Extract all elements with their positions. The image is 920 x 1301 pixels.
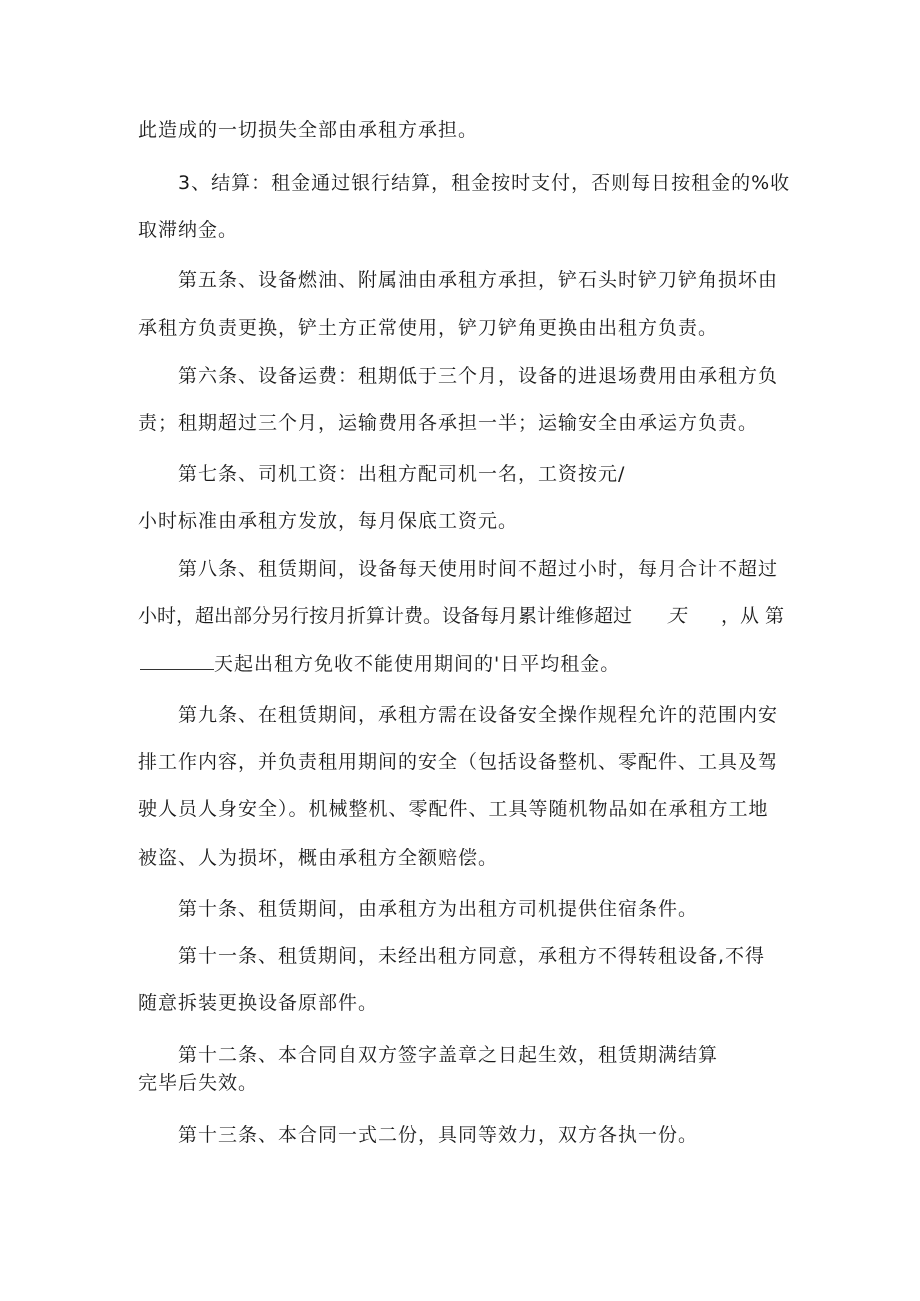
- article-5-line-2: 承租方负责更换，铲土方正常使用，铲刀铲角更换由出租方负责。: [138, 317, 719, 339]
- article-7-line-1: 第七条、司机工资：出租方配司机一名，工资按元/: [178, 463, 626, 485]
- settlement-line-1: 3、结算：租金通过银行结算，租金按时支付，否则每日按租金的%收: [178, 172, 791, 194]
- article-8-line-2-text: 小时，超出部分另行按月折算计费。设备每月累计维修超过: [138, 605, 633, 627]
- article-11-line-2: 随意拆装更换设备原部件。: [138, 992, 379, 1014]
- settlement-line-2: 取滞纳金。: [138, 219, 239, 241]
- article-9-line-3: 驶人员人身安全）。机械整机、零配件、工具等随机物品如在承租方工地: [138, 798, 769, 820]
- article-8-line-3-text: 天起出租方免收不能使用期间的'日平均租金。: [214, 653, 621, 675]
- liability-line-1: 此造成的一切损失全部由承租方承担。: [138, 119, 479, 141]
- article-8-line-2-tail: ，从 第: [720, 605, 784, 627]
- article-8-line-1: 第八条、租赁期间，设备每天使用时间不超过小时，每月合计不超过: [178, 558, 779, 580]
- article-8-days-unit: 天: [666, 605, 686, 627]
- article-6-line-2: 责；租期超过三个月，运输费用各承担一半；运输安全由承运方负责。: [138, 412, 759, 434]
- article-6-line-1: 第六条、设备运费：租期低于三个月，设备的进退场费用由承租方负: [178, 365, 779, 387]
- article-10-line-1: 第十条、租赁期间，由承租方为出租方司机提供住宿条件。: [178, 898, 699, 920]
- article-9-line-4: 被盗、人为损坏，概由承租方全额赔偿。: [138, 847, 499, 869]
- article-12-line-1: 第十二条、本合同自双方签字盖章之日起生效，租赁期满结算: [178, 1044, 719, 1066]
- article-9-line-2: 排工作内容，并负责租用期间的安全（包括设备整机、零配件、工具及驾: [138, 751, 779, 773]
- article-11-line-1: 第十一条、租赁期间，未经出租方同意，承租方不得转租设备,不得: [178, 945, 766, 967]
- article-9-line-1: 第九条、在租赁期间，承租方需在设备安全操作规程允许的范围内安: [178, 704, 779, 726]
- article-12-line-2: 完毕后失效。: [138, 1072, 259, 1094]
- article-8-line-2: [138, 604, 784, 628]
- article-7-line-2: 小时标准由承租方发放，每月保底工资元。: [138, 510, 519, 532]
- blank-field: [140, 653, 214, 670]
- article-5-line-1: 第五条、设备燃油、附属油由承租方承担，铲石头时铲刀铲角损坏由: [178, 269, 779, 291]
- article-13-line-1: 第十三条、本合同一式二份，具同等效力，双方各执一份。: [178, 1124, 699, 1146]
- article-8-line-3: [140, 652, 620, 676]
